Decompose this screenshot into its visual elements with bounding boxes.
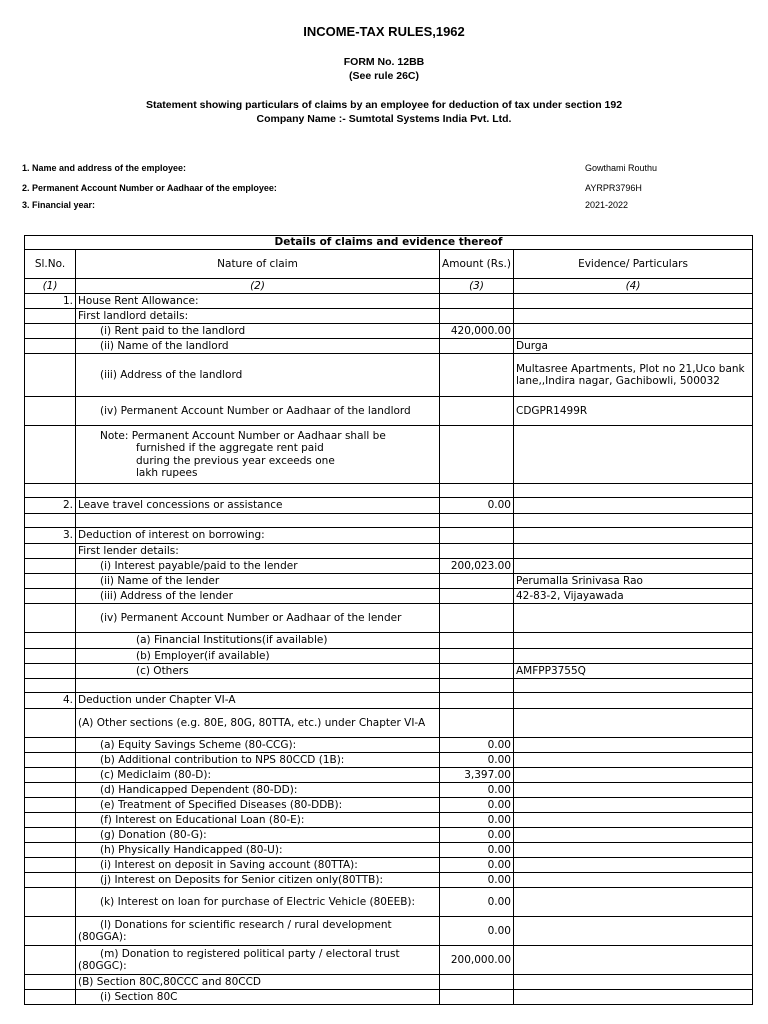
hra-first-landlord: First landlord details:	[76, 309, 440, 324]
first-lender: First lender details:	[76, 544, 440, 559]
page-title: INCOME-TAX RULES,1962	[303, 24, 465, 39]
table-row	[25, 975, 753, 990]
employer-label: (b) Employer(if available)	[76, 649, 440, 664]
header-nature: Nature of claim	[76, 250, 440, 279]
financial-year-label: 3. Financial year:	[22, 200, 96, 210]
table-row	[25, 498, 753, 514]
statement-title: Statement showing particulars of claims by an employee for deduction of tax under section 192	[145, 99, 623, 111]
table-row	[25, 738, 753, 753]
lender-pan-label: (iv) Permanent Account Number or Aadhaar of the lender	[76, 604, 440, 633]
deduction-amount: 0.00	[440, 738, 514, 753]
row-number: 4.	[25, 693, 76, 709]
table-row	[25, 309, 753, 324]
table-row	[25, 888, 753, 917]
table-row	[25, 873, 753, 888]
deduction-amount: 0.00	[440, 858, 514, 873]
table-row	[25, 426, 753, 484]
table-row	[25, 768, 753, 783]
table-row	[25, 559, 753, 574]
lender-name-label: (ii) Name of the lender	[76, 574, 440, 589]
landlord-address-value: Multasree Apartments, Plot no 21,Uco bank lane,,Indira nagar, Gachibowli, 500032	[514, 354, 753, 397]
deduction-amount: 0.00	[440, 843, 514, 858]
lender-name-value: Perumalla Srinivasa Rao	[514, 574, 753, 589]
col-num-2: (2)	[76, 279, 440, 294]
table-row	[25, 354, 753, 397]
employee-name-label: 1. Name and address of the employee:	[22, 163, 187, 173]
others-label: (c) Others	[76, 664, 440, 679]
col-num-3: (3)	[440, 279, 514, 294]
header-slno: Sl.No.	[25, 250, 76, 279]
table-row	[25, 484, 753, 498]
table-row	[25, 709, 753, 738]
form-number-block	[0, 55, 768, 83]
deduction-label: (k) Interest on loan for purchase of Electric Vehicle (80EEB):	[76, 888, 440, 917]
table-row	[25, 544, 753, 559]
employee-pan-label: 2. Permanent Account Number or Aadhaar of the employee:	[22, 183, 277, 193]
section-b-label: (B) Section 80C,80CCC and 80CCD	[76, 975, 440, 990]
note-line: Note: Permanent Account Number or Aadhaar shall be	[100, 429, 386, 442]
column-number-row	[25, 279, 753, 294]
table-row	[25, 649, 753, 664]
col-num-1: (1)	[25, 279, 76, 294]
table-row	[25, 528, 753, 544]
deduction-label: (b) Additional contribution to NPS 80CCD (1B):	[76, 753, 440, 768]
table-row	[25, 946, 753, 975]
deduction-label: (f) Interest on Educational Loan (80-E):	[76, 813, 440, 828]
landlord-name-value: Durga	[514, 339, 753, 354]
table-row	[25, 574, 753, 589]
rent-paid-amount: 420,000.00	[440, 324, 514, 339]
form-number: FORM No. 12BB	[343, 56, 425, 68]
header-amount: Amount (Rs.)	[440, 250, 514, 279]
note-line: during the previous year exceeds one	[136, 454, 335, 467]
table-row	[25, 990, 753, 1005]
table-title: Details of claims and evidence thereof	[25, 236, 753, 250]
note-line: lakh rupees	[136, 467, 198, 479]
table-row	[25, 294, 753, 309]
company-name: Company Name :- Sumtotal Systems India Pvt. Ltd.	[256, 113, 512, 125]
row-number: 2.	[25, 498, 76, 514]
statement-block	[0, 98, 768, 126]
row-number: 1.	[25, 294, 76, 309]
table-row	[25, 798, 753, 813]
table-row	[25, 813, 753, 828]
table-header-row	[25, 250, 753, 279]
deduction-amount: 200,000.00	[440, 946, 514, 975]
deduction-label: (l) Donations for scientific research / rural development (80GGA):	[76, 917, 440, 946]
deduction-label: (g) Donation (80-G):	[76, 828, 440, 843]
deduction-amount: 0.00	[440, 873, 514, 888]
chapter6a-title: Deduction under Chapter VI-A	[76, 693, 440, 709]
table-row	[25, 589, 753, 604]
deduction-label: (c) Mediclaim (80-D):	[76, 768, 440, 783]
hra-title: House Rent Allowance:	[76, 294, 440, 309]
landlord-pan-label: (iv) Permanent Account Number or Aadhaar of the landlord	[76, 397, 440, 426]
table-row	[25, 693, 753, 709]
section-80c-label: (i) Section 80C	[76, 990, 440, 1005]
deduction-label: (j) Interest on Deposits for Senior citizen only(80TTB):	[76, 873, 440, 888]
deduction-amount: 0.00	[440, 798, 514, 813]
deduction-amount: 0.00	[440, 917, 514, 946]
others-value: AMFPP3755Q	[514, 664, 753, 679]
table-row	[25, 339, 753, 354]
table-row	[25, 397, 753, 426]
deduction-amount: 0.00	[440, 783, 514, 798]
table-row	[25, 633, 753, 649]
financial-year-value: 2021-2022	[585, 200, 629, 210]
interest-title: Deduction of interest on borrowing:	[76, 528, 440, 544]
row-number: 3.	[25, 528, 76, 544]
landlord-name-label: (ii) Name of the landlord	[76, 339, 440, 354]
table-row	[25, 783, 753, 798]
employee-pan-value: AYRPR3796H	[585, 183, 642, 193]
interest-paid-label: (i) Interest payable/paid to the lender	[76, 559, 440, 574]
table-row	[25, 324, 753, 339]
deduction-amount: 0.00	[440, 813, 514, 828]
deduction-label: (i) Interest on deposit in Saving account (80TTA):	[76, 858, 440, 873]
claims-table	[24, 235, 753, 1005]
table-row	[25, 843, 753, 858]
deduction-label: (h) Physically Handicapped (80-U):	[76, 843, 440, 858]
table-row	[25, 514, 753, 528]
table-row	[25, 664, 753, 679]
table-row	[25, 604, 753, 633]
table-row	[25, 858, 753, 873]
employee-name-value: Gowthami Routhu	[585, 163, 658, 173]
deduction-amount: 0.00	[440, 753, 514, 768]
deduction-label: (a) Equity Savings Scheme (80-CCG):	[76, 738, 440, 753]
table-row	[25, 679, 753, 693]
deduction-label: (e) Treatment of Specified Diseases (80-DDB):	[76, 798, 440, 813]
deduction-amount: 0.00	[440, 828, 514, 843]
note-line: furnished if the aggregate rent paid	[136, 442, 324, 454]
lta-amount: 0.00	[440, 498, 514, 514]
rent-paid-label: (i) Rent paid to the landlord	[76, 324, 440, 339]
lta-label: Leave travel concessions or assistance	[76, 498, 440, 514]
table-row	[25, 828, 753, 843]
lender-address-value: 42-83-2, Vijayawada	[514, 589, 753, 604]
section-a-label: (A) Other sections (e.g. 80E, 80G, 80TTA, etc.) under Chapter VI-A	[76, 709, 440, 738]
table-row	[25, 753, 753, 768]
table-row	[25, 917, 753, 946]
financial-institutions-label: (a) Financial Institutions(if available)	[76, 633, 440, 649]
deduction-amount: 3,397.00	[440, 768, 514, 783]
landlord-address-label: (iii) Address of the landlord	[76, 354, 440, 397]
deduction-amount: 0.00	[440, 888, 514, 917]
deduction-label: (d) Handicapped Dependent (80-DD):	[76, 783, 440, 798]
lender-address-label: (iii) Address of the lender	[76, 589, 440, 604]
landlord-pan-note	[76, 426, 440, 484]
col-num-4: (4)	[514, 279, 753, 294]
rule-reference: (See rule 26C)	[348, 70, 420, 82]
landlord-pan-value: CDGPR1499R	[514, 397, 753, 426]
interest-paid-amount: 200,023.00	[440, 559, 514, 574]
deduction-label: (m) Donation to registered political party / electoral trust (80GGC):	[76, 946, 440, 975]
table-title-row	[25, 236, 753, 250]
header-evidence: Evidence/ Particulars	[514, 250, 753, 279]
